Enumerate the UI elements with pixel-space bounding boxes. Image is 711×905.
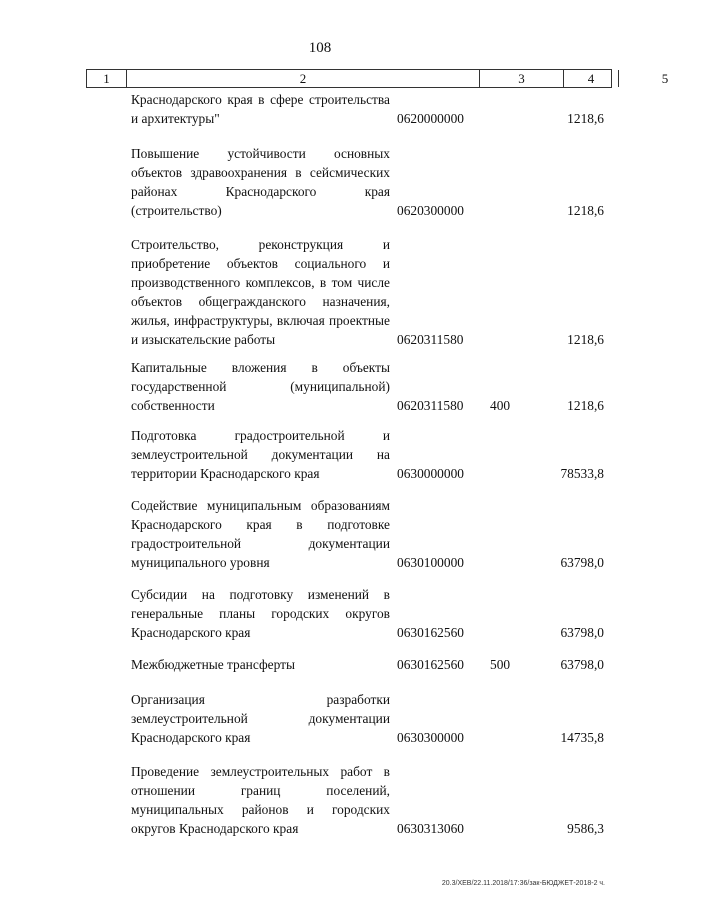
row-name: Строительство, реконструкция и приобретение объектов социального и производственного комплексов, в том числе объектов общегражданского назначения, жилья, инфраструктуры, включая проектные и изыскательские работы: [131, 237, 390, 347]
header-col-1: 1: [87, 70, 127, 87]
row-code: 0620311580: [397, 398, 464, 413]
row-name: Подготовка градостроительной и землеустроительной документации на территории Краснодарского края: [131, 428, 390, 481]
header-col-2: 2: [127, 70, 480, 87]
row-sum: 63798,0: [560, 657, 604, 672]
row-code: 0630162560: [397, 657, 464, 672]
row-sum: 78533,8: [560, 466, 604, 481]
row-code: 0620000000: [397, 111, 464, 126]
row-code: 0630100000: [397, 555, 464, 570]
document-footer: 20.3/ХЕВ/22.11.2018/17:36/зак-БЮДЖЕТ-2018-2 ч.: [441, 880, 605, 887]
row-sum: 63798,0: [560, 555, 604, 570]
header-col-3: 3: [480, 70, 564, 87]
row-name: Межбюджетные трансферты: [131, 657, 295, 672]
row-sum: 1218,6: [567, 398, 604, 413]
table-header: [86, 69, 669, 88]
row-code: 0630000000: [397, 466, 464, 481]
row-sum: 14735,8: [560, 730, 604, 745]
row-code: 0630162560: [397, 625, 464, 640]
row-name: Субсидии на подготовку изменений в генеральные планы городских округов Краснодарского края: [131, 587, 390, 640]
row-name: Проведение землеустроительных работ в отношении границ поселений, муниципальных районов и городских округов Краснодарского края: [131, 764, 390, 836]
row-sum: 9586,3: [567, 821, 604, 836]
row-code: 0620300000: [397, 203, 464, 218]
row-name: Организация разработки землеустроительной документации Краснодарского края: [131, 692, 390, 745]
row-name: Капитальные вложения в объекты государственной (муниципальной) собственности: [131, 360, 390, 413]
row-sum: 63798,0: [560, 625, 604, 640]
row-name: Содействие муниципальным образованиям Краснодарского края в подготовке градостроительной документации муниципального уровня: [131, 498, 390, 570]
row-code: 0630313060: [397, 821, 464, 836]
row-code: 0620311580: [397, 332, 464, 347]
row-sum: 1218,6: [567, 111, 604, 126]
page-number: 108: [308, 40, 332, 56]
row-vr: 400: [490, 398, 511, 413]
row-name: Повышение устойчивости основных объектов здравоохранения в сейсмических районах Краснодарского края (строительство): [131, 146, 390, 218]
header-col-4: 4: [564, 70, 619, 87]
row-sum: 1218,6: [567, 332, 604, 347]
row-vr: 500: [490, 657, 511, 672]
row-name: Краснодарского края в сфере строительства и архитектуры": [131, 92, 390, 126]
row-code: 0630300000: [397, 730, 464, 745]
row-sum: 1218,6: [567, 203, 604, 218]
header-col-5: 5: [661, 71, 669, 86]
